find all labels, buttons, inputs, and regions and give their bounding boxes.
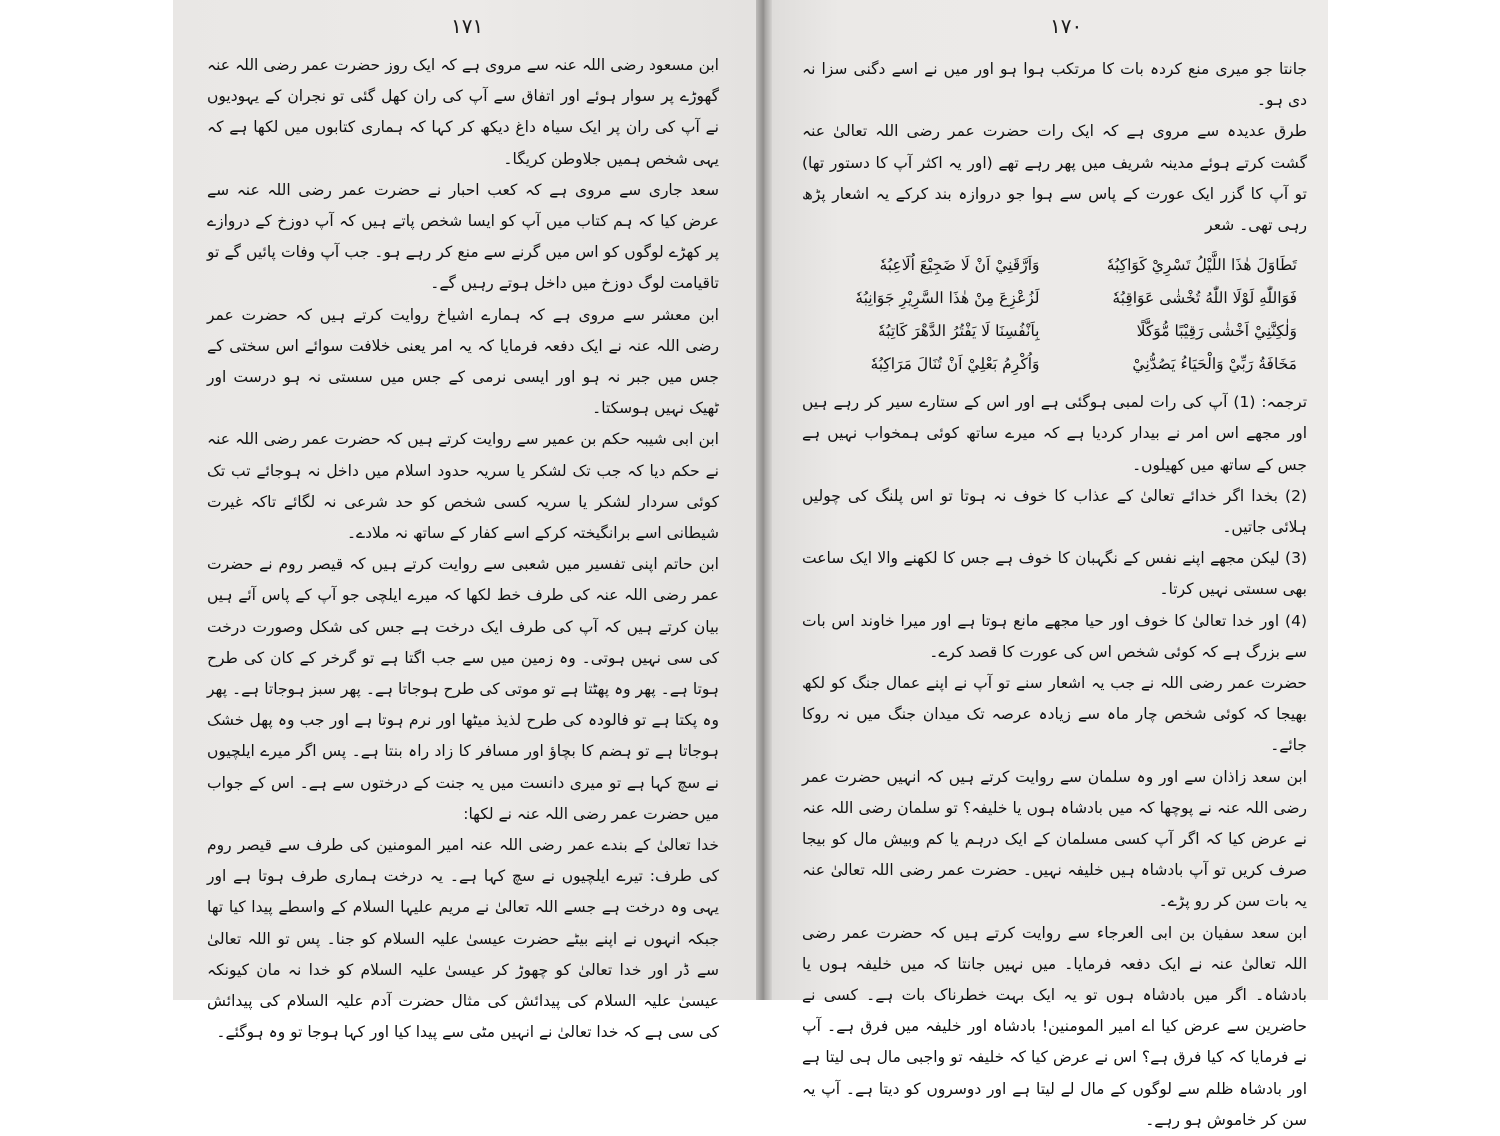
- paragraph: ابن سعد سفیان بن ابی العرجاء سے روایت کرتے ہیں کہ حضرت عمر رضی اللہ تعالیٰ عنہ نے ایک دفعہ فرمایا۔ میں نہیں جانتا کہ میں خلیفہ ہوں یا بادشاہ۔ اگر میں بادشاہ ہوں تو یہ ایک بہت خطرناک بات ہے۔ کسی نے حاضرین سے عرض کیا اے امیر المومنین! بادشاہ اور خلیفہ میں فرق ہے۔ آپ نے فرمایا کہ کیا فرق ہے؟ اس نے عرض کیا کہ خلیفہ تو واجبی مال ہی لیتا ہے اور بادشاہ ظلم سے لوگوں کے مال لے لیتا ہے اور دوسروں کو دیتا ہے۔ آپ یہ سن کر خاموش ہو رہے۔: [802, 923, 1307, 1129]
- paragraph: سعد جاری سے مروی ہے کہ کعب احبار نے حضرت عمر رضی اللہ عنہ سے عرض کیا کہ ہم کتاب میں آپ کو ایسا شخص پاتے ہیں کہ آپ دوزخ کے دروازے پر کھڑے لوگوں کو اس میں گرنے سے منع کر رہے ہو۔ جب آپ وفات پائیں گے تو تاقیامت لوگ دوزخ میں داخل ہوتے رہیں گے۔: [207, 180, 719, 293]
- poem-verses: [812, 249, 1297, 381]
- right-page-number: ١٧٠: [1050, 14, 1083, 38]
- paragraph: طرق عدیدہ سے مروی ہے کہ ایک رات حضرت عمر رضی اللہ تعالیٰ عنہ گشت کرتے ہوئے مدینہ شریف میں پھر رہے تھے (اور یہ اکثر آپ کا دستور تھا) تو آپ کا گزر ایک عورت کے پاس سے ہوا جو دروازہ بند کرکے یہ اشعار پڑھ رہی تھی۔ شعر: [802, 122, 1307, 235]
- paragraph: (4) اور خدا تعالیٰ کا خوف اور حیا مجھے مانع ہوتا ہے اور میرا خاوند اس بات سے بزرگ ہے کہ کوئی شخص اس کی عورت کا قصد کرے۔: [802, 611, 1307, 661]
- right-page-text: [802, 54, 1307, 1136]
- verse-line: مَخَافَةُ رَبِّيْ وَالْحَيَاءُ يَصُدُّنِيْ: [1132, 355, 1297, 374]
- paragraph: جانتا جو میری منع کردہ بات کا مرتکب ہوا ہو اور میں نے اسے دگنی سزا نہ دی ہو۔: [802, 60, 1307, 110]
- verse-line: بِاَنْفُسِنَا لَا يَفْتُرُ الدَّهْرَ كَاتِبُهٗ: [877, 322, 1040, 341]
- paragraph: ابن ابی شیبہ حکم بن عمیر سے روایت کرتے ہیں کہ حضرت عمر رضی اللہ عنہ نے حکم دیا کہ جب تک لشکر یا سریہ حدود اسلام میں داخل نہ ہوجائے تب تک کوئی سردار لشکر یا سریہ کسی شخص کو حد شرعی نہ لگائے تاکہ غیرت شیطانی اسے برانگیختہ کرکے اسے کفار کے ساتھ نہ ملادے۔: [207, 430, 719, 543]
- paragraph: ابن سعد زاذان سے اور وہ سلمان سے روایت کرتے ہیں کہ انہیں حضرت عمر رضی اللہ عنہ نے پوچھا کہ میں بادشاہ ہوں یا خلیفہ؟ تو سلمان رضی اللہ عنہ نے عرض کیا کہ اگر آپ کسی مسلمان کے ایک درہم یا کم وبیش مال کو بیجا صرف کریں تو آپ بادشاہ ہیں خلیفہ نہیں۔ حضرت عمر رضی اللہ تعالیٰ عنہ یہ بات سن کر رو پڑے۔: [802, 767, 1307, 911]
- paragraph: ابن حاتم اپنی تفسیر میں شعبی سے روایت کرتے ہیں کہ قیصر روم نے حضرت عمر رضی اللہ عنہ کی طرف خط لکھا کہ میرے ایلچی جو آپ کے پاس آئے ہیں بیان کرتے ہیں کہ آپ کی طرف ایک درخت ہے جس کی شکل وصورت درخت کی سی نہیں ہوتی۔ وہ زمین میں سے جب اگتا ہے تو گرخر کے کان کی طرح ہوتا ہے۔ پھر وہ پھٹتا ہے تو موتی کی طرح ہوجاتا ہے۔ پھر سبز ہوجاتا ہے۔ پھر وہ پکتا ہے تو فالودہ کی طرح لذیذ میٹھا اور نرم ہوتا ہے اور جب وہ پھل خشک ہوجاتا ہے تو ہضم کا بچاؤ اور مسافر کا زاد راہ بنتا ہے۔ پس اگر میرے ایلچیوں نے سچ کہا ہے تو میری دانست میں یہ جنت کے درختوں سے ہے۔ اس کے جواب میں حضرت عمر رضی اللہ عنہ نے لکھا:: [207, 555, 719, 823]
- left-page: [173, 0, 756, 1042]
- left-page-number: ١٧١: [451, 14, 484, 38]
- paragraph: حضرت عمر رضی اللہ نے جب یہ اشعار سنے تو آپ نے اپنے عمال جنگ کو لکھ بھیجا کہ کوئی شخص چار ماہ سے زیادہ عرصہ تک میدان جنگ میں نہ روکا جائے۔: [802, 674, 1307, 755]
- paragraph: ترجمہ: (1) آپ کی رات لمبی ہوگئی ہے اور اس کے ستارے سیر کر رہے ہیں اور مجھے اس امر نے بیدار کردیا ہے کہ میرے ساتھ کوئی ہمخواب نہیں ہے جس کے ساتھ میں کھیلوں۔: [802, 393, 1308, 474]
- verse-line: لَزُعْزِعَ مِنْ هٰذَا السَّرِيْرِ جَوَانِبُهٗ: [855, 289, 1040, 308]
- paragraph: (2) بخدا اگر خدائے تعالیٰ کے عذاب کا خوف نہ ہوتا تو اس پلنگ کی چولیں ہلائی جاتیں۔: [802, 486, 1307, 537]
- paragraph: ابن معشر سے مروی ہے کہ ہمارے اشیاخ روایت کرتے ہیں کہ حضرت عمر رضی اللہ عنہ نے ایک دفعہ فرمایا کہ یہ امر یعنی خلافت سوائے اس سختی کے جس میں جبر نہ ہو اور ایسی نرمی کے جس میں سستی نہ ہو درست اور ٹھیک نہیں ہوسکتا۔: [207, 305, 719, 418]
- verse-line: فَوَاللّٰهِ لَوْلَا اللّٰهُ تُخْشٰى عَوَاقِبُهٗ: [1112, 289, 1297, 308]
- verse-line: تَطَاوَلَ هٰذَا اللَّيْلُ تَسْرِيْ كَوَاكِبُهٗ: [1106, 256, 1297, 275]
- paragraph: خدا تعالیٰ کے بندے عمر رضی اللہ عنہ امیر المومنین کی طرف سے قیصر روم کی طرف: تیرے ایلچیوں نے سچ کہا ہے۔ یہ درخت ہماری طرف ہوتا ہے اور یہی وہ درخت ہے جسے اللہ تعالیٰ نے مریم علیہا السلام کے واسطے پیدا کیا تھا جبکہ انہوں نے اپنے بیٹے حضرت عیسیٰ علیہ السلام کو جنا۔ پس تو اللہ تعالیٰ سے ڈر اور خدا تعالیٰ کو چھوڑ کر عیسیٰ علیہ السلام کو خدا نہ مان کیونکہ عیسیٰ علیہ السلام کی پیدائش کی مثال حضرت آدم علیہ السلام کی پیدائش کی سی ہے کہ خدا تعالیٰ نے انہیں مٹی سے پیدا کیا اور کہا ہوجا تو وہ ہوگئے۔: [207, 836, 719, 1042]
- verse-line: وَاُكْرِمُ بَعْلِيْ اَنْ تُنَالَ مَرَاكِبُهٗ: [870, 355, 1040, 374]
- paragraph: (3) لیکن مجھے اپنے نفس کے نگہبان کا خوف ہے جس کا لکھنے والا ایک ساعت بھی سستی نہیں کرتا۔: [802, 549, 1307, 599]
- verse-line: وَلٰكِنَّنِيْ اَخْشٰى رَقِيْبًا مُّوَكَّلًا: [1136, 322, 1297, 341]
- paragraph: ابن مسعود رضی اللہ عنہ سے مروی ہے کہ ایک روز حضرت عمر رضی اللہ عنہ گھوڑے پر سوار ہوئے اور اتفاق سے آپ کی ران کھل گئی تو نجران کے یہودیوں نے آپ کی ران پر ایک سیاہ داغ دیکھ کر کہا کہ ہماری کتابوں میں لکھا ہے کہ یہی شخص ہمیں جلاوطن کریگا۔: [207, 56, 719, 168]
- right-page: [772, 0, 1328, 1129]
- book-gutter: [756, 0, 772, 1000]
- left-page-text: [207, 50, 719, 1049]
- verse-line: وَاَرَّقَنِيْ اَنْ لَا ضَجِيْعَ اُلَاعِبُهٗ: [879, 256, 1040, 275]
